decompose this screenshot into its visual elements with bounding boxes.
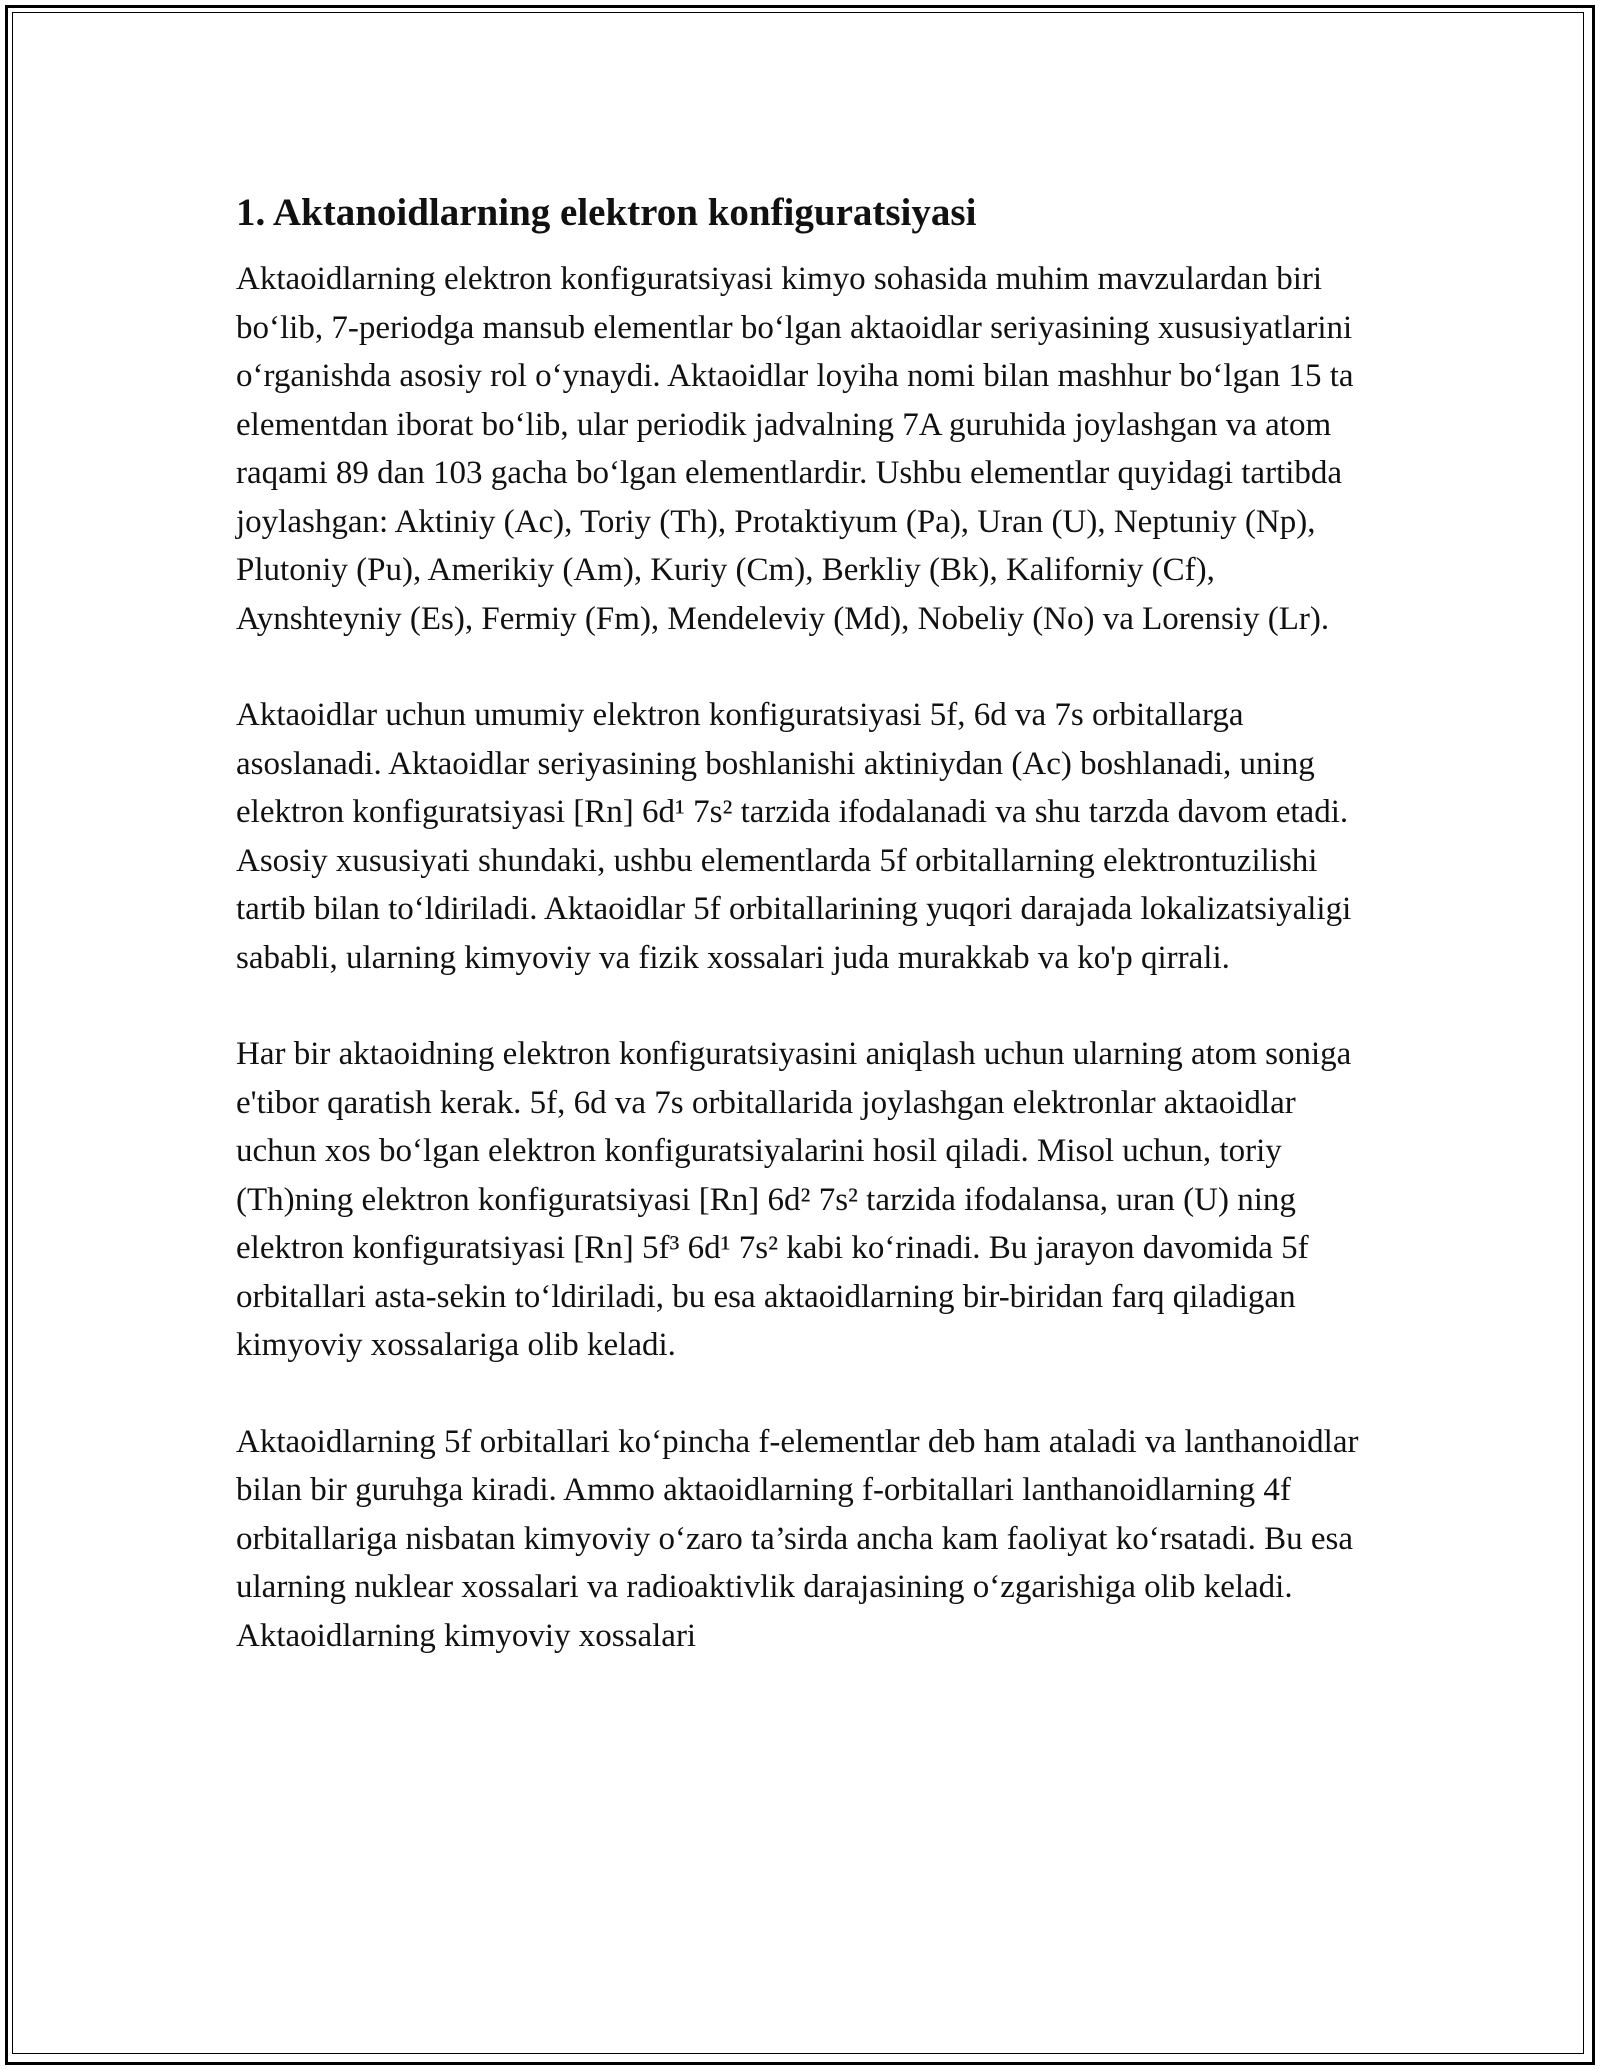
section-heading: 1. Aktanoidlarning elektron konfiguratsiyasi: [236, 191, 977, 234]
paragraph-4: Aktaoidlarning 5f orbitallari ko‘pincha f-elementlar deb ham ataladi va lanthanoidlar bilan bir guruhga kiradi. Ammo aktaoidlarning f-orbitallari lanthanoidlarning 4f orbitallariga nisbatan kimyoviy o‘zaro ta’sirda ancha kam faoliyat ko‘rsatadi. Bu esa ularning nuklear xossalari va radioaktivlik darajasining o‘zgarishiga olib keladi. Aktaoidlarning kimyoviy xossalari: [236, 1423, 1359, 1654]
document-body: [236, 187, 1366, 1660]
paragraph-2: Aktaoidlar uchun umumiy elektron konfiguratsiyasi 5f, 6d va 7s orbitallarga asoslanadi. Aktaoidlar seriyasining boshlanishi aktiniydan (Ac) boshlanadi, uning elektron konfiguratsiyasi [Rn] 6d¹ 7s² tarzida ifodalanadi va shu tarzda davom etadi. Asosiy xususiyati shundaki, ushbu elementlarda 5f orbitallarning elektrontuzilishi tartib bilan to‘ldiriladi. Aktaoidlar 5f orbitallarining yuqori darajada lokalizatsiyaligi sababli, ularning kimyoviy va fizik xossalari juda murakkab va ko'p qirrali.: [236, 697, 1352, 976]
paragraph-1: Aktaoidlarning elektron konfiguratsiyasi kimyo sohasida muhim mavzulardan biri bo‘lib, 7-periodga mansub elementlar bo‘lgan aktaoidlar seriyasining xususiyatlarini o‘rganishda asosiy rol o‘ynaydi. Aktaoidlar loyiha nomi bilan mashhur bo‘lgan 15 ta elementdan iborat bo‘lib, ular periodik jadvalning 7A guruhida joylashgan va atom raqami 89 dan 103 gacha bo‘lgan elementlardir. Ushbu elementlar quyidagi tartibda joylashgan: Aktiniy (Ac), Toriy (Th), Protaktiyum (Pa), Uran (U), Neptuniy (Np), Plutoniy (Pu), Amerikiy (Am), Kuriy (Cm), Berkliy (Bk), Kaliforniy (Cf), Aynshteyniy (Es), Fermiy (Fm), Mendeleviy (Md), Nobeliy (No) va Lorensiy (Lr).: [236, 261, 1354, 637]
paragraph-3: Har bir aktaoidning elektron konfiguratsiyasini aniqlash uchun ularning atom soniga e'tibor qaratish kerak. 5f, 6d va 7s orbitallarida joylashgan elektronlar aktaoidlar uchun xos bo‘lgan elektron konfiguratsiyalarini hosil qiladi. Misol uchun, toriy (Th)ning elektron konfiguratsiyasi [Rn] 6d² 7s² tarzida ifodalansa, uran (U) ning elektron konfiguratsiyasi [Rn] 5f³ 6d¹ 7s² kabi ko‘rinadi. Bu jarayon davomida 5f orbitallari asta-sekin to‘ldiriladi, bu esa aktaoidlarning bir-biridan farq qiladigan kimyoviy xossalariga olib keladi.: [236, 1036, 1352, 1363]
